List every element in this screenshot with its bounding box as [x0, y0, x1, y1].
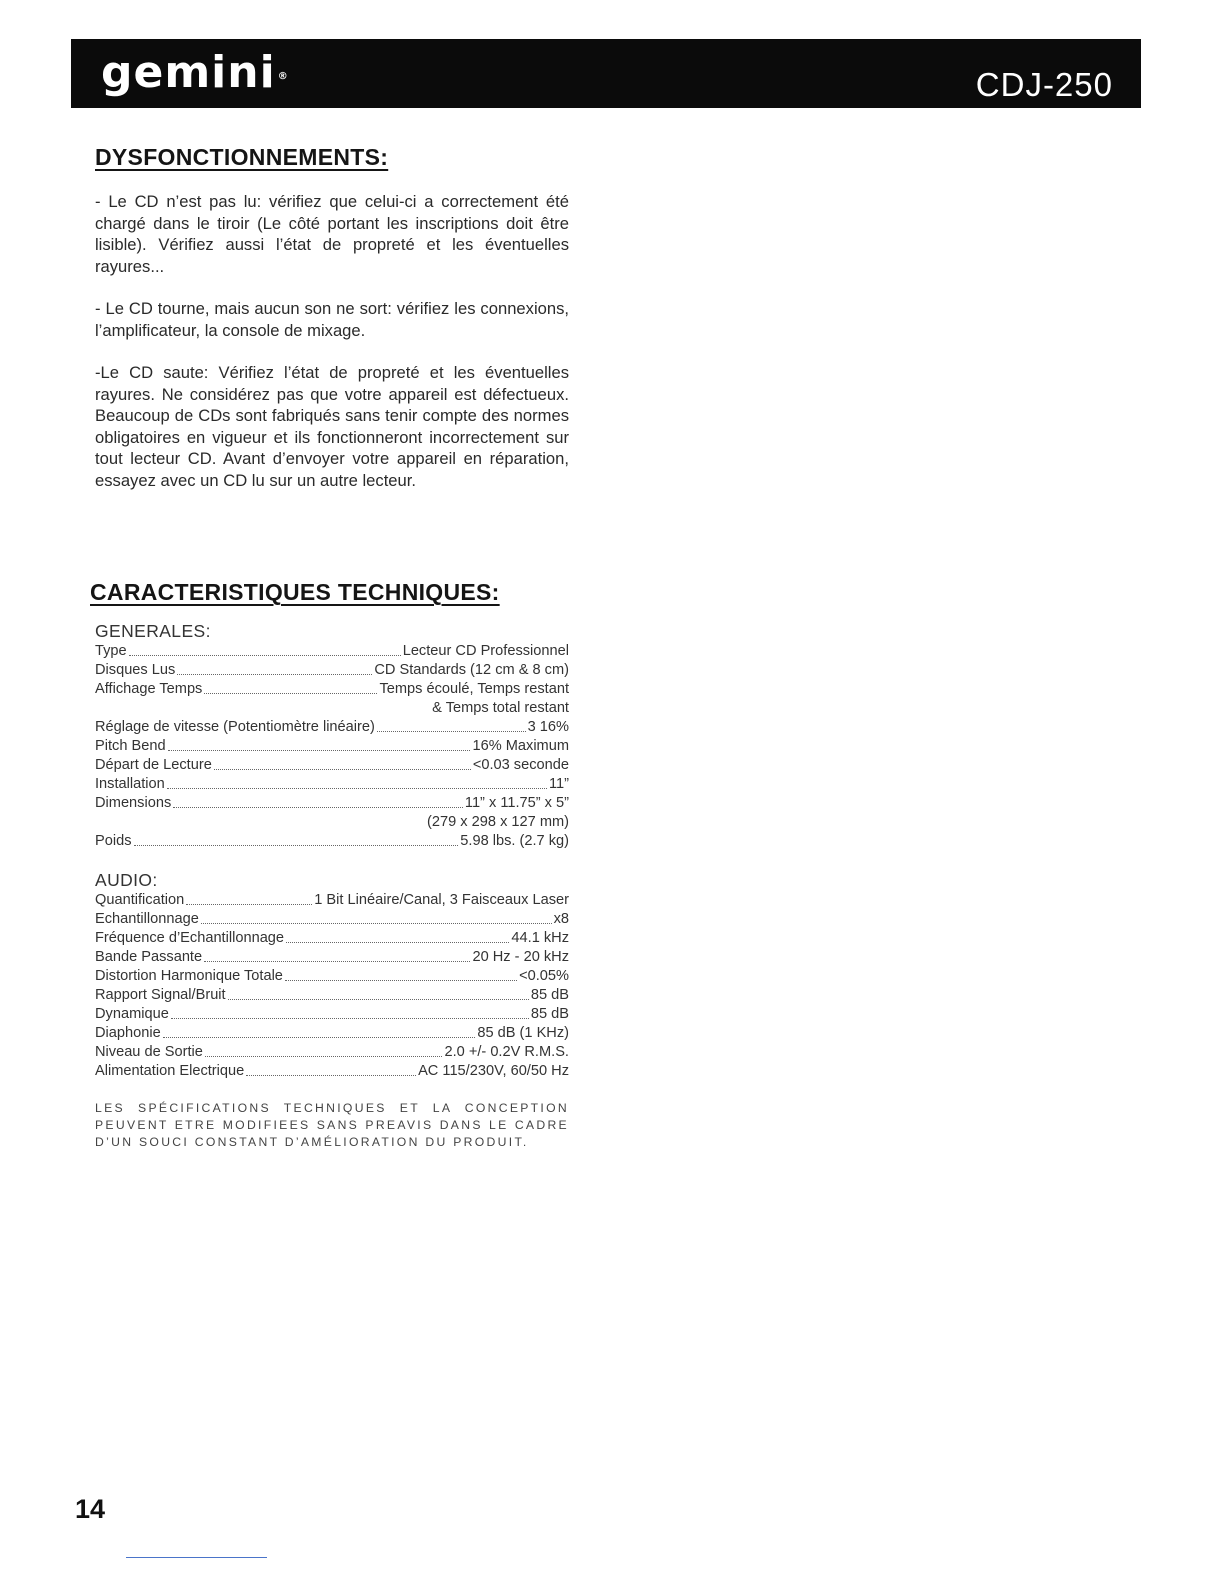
spec-value: 11” x 11.75” x 5”	[464, 795, 569, 811]
spec-label: Quantification	[95, 892, 185, 908]
dot-leader	[204, 961, 470, 962]
spec-label: Départ de Lecture	[95, 757, 212, 773]
spec-label: Disques Lus	[95, 662, 176, 678]
spec-value: CD Standards (12 cm & 8 cm)	[374, 662, 569, 678]
spec-row	[95, 832, 569, 851]
general-spec-list	[95, 642, 569, 851]
general-heading: GENERALES:	[95, 621, 211, 641]
spec-value: x8	[553, 911, 569, 927]
logo-text: gemini	[101, 47, 276, 98]
dot-leader	[201, 923, 552, 924]
dot-leader	[173, 807, 463, 808]
dot-leader	[168, 750, 471, 751]
spec-row	[95, 794, 569, 813]
spec-value: 44.1 kHz	[511, 930, 569, 946]
dot-leader	[134, 845, 459, 846]
footer-rule	[126, 1557, 267, 1558]
dot-leader	[163, 1037, 476, 1038]
spec-row	[95, 910, 569, 929]
spec-label: Dynamique	[95, 1006, 169, 1022]
spec-row	[95, 680, 569, 699]
spec-row	[95, 1005, 569, 1024]
spec-value: 85 dB (1 KHz)	[477, 1025, 569, 1041]
dot-leader	[177, 674, 372, 675]
spec-label: Distortion Harmonique Totale	[95, 968, 283, 984]
spec-value: 11”	[548, 776, 569, 792]
specs-title: CARACTERISTIQUES TECHNIQUES:	[90, 579, 500, 605]
dot-leader	[171, 1018, 529, 1019]
spec-row	[95, 737, 569, 756]
spec-value: 3 16%	[527, 719, 569, 735]
spec-label: Poids	[95, 833, 132, 849]
spec-label: Réglage de vitesse (Potentiomètre linéaire)	[95, 719, 375, 735]
audio-spec-list	[95, 891, 569, 1081]
spec-row	[95, 756, 569, 775]
spec-value: Temps écoulé, Temps restant	[379, 681, 569, 697]
spec-label: Type	[95, 643, 127, 659]
dot-leader	[228, 999, 529, 1000]
dot-leader	[214, 769, 471, 770]
spec-label: Diaphonie	[95, 1025, 161, 1041]
page-header	[71, 39, 1141, 108]
spec-label: Bande Passante	[95, 949, 203, 965]
page-number: 14	[75, 1494, 106, 1524]
dot-leader	[186, 904, 312, 905]
spec-row	[95, 661, 569, 680]
spec-value-continued: & Temps total restant	[432, 700, 569, 716]
spec-label: Pitch Bend	[95, 738, 166, 754]
troubleshooting-paragraph-1: - Le CD n’est pas lu: vérifiez que celui-ci a correctement été chargé dans le tiroir (Le côté portant les inscriptions doit être lisible). Vérifiez aussi l’état de propreté et les éventuelles rayures...	[95, 192, 569, 276]
dot-leader	[129, 655, 401, 656]
spec-value: 2.0 +/- 0.2V R.M.S.	[444, 1044, 569, 1060]
dot-leader	[246, 1075, 416, 1076]
spec-row	[95, 986, 569, 1005]
troubleshooting-paragraph-2: - Le CD tourne, mais aucun son ne sort: vérifiez les connexions, l’amplificateur, la console de mixage.	[95, 299, 569, 340]
spec-row	[95, 967, 569, 986]
spec-label: Dimensions	[95, 795, 172, 811]
spec-value: 85 dB	[530, 987, 569, 1003]
spec-value: AC 115/230V, 60/50 Hz	[418, 1063, 569, 1079]
spec-label: Echantillonnage	[95, 911, 199, 927]
spec-label: Affichage Temps	[95, 681, 203, 697]
spec-row	[95, 929, 569, 948]
spec-label: Rapport Signal/Bruit	[95, 987, 226, 1003]
spec-value: Lecteur CD Professionnel	[402, 643, 569, 659]
spec-row	[95, 891, 569, 910]
spec-value: <0.03 seconde	[472, 757, 569, 773]
spec-label: Installation	[95, 776, 165, 792]
spec-value: <0.05%	[519, 968, 569, 984]
audio-specs	[95, 869, 569, 1081]
dot-leader	[285, 980, 517, 981]
spec-label: Alimentation Electrique	[95, 1063, 245, 1079]
specs-notice: LES SPÉCIFICATIONS TECHNIQUES ET LA CONCEPTION PEUVENT ETRE MODIFIEES SANS PREAVIS DANS LE CADRE D’UN SOUCI CONSTANT D’AMÉLIORATION DU PRODUIT.	[95, 1101, 569, 1149]
spec-label: Fréquence d’Echantillonnage	[95, 930, 285, 946]
spec-row	[95, 775, 569, 794]
spec-value: 1 Bit Linéaire/Canal, 3 Faisceaux Laser	[314, 892, 569, 908]
dot-leader	[205, 1056, 443, 1057]
spec-row	[95, 1043, 569, 1062]
gemini-logo	[101, 45, 289, 101]
dot-leader	[204, 693, 377, 694]
dot-leader	[377, 731, 526, 732]
spec-value: 85 dB	[530, 1006, 569, 1022]
spec-row	[95, 948, 569, 967]
spec-value: 20 Hz - 20 kHz	[472, 949, 569, 965]
registered-mark: ®	[277, 71, 289, 82]
spec-row	[95, 1024, 569, 1043]
dot-leader	[167, 788, 547, 789]
spec-value-continued: (279 x 298 x 127 mm)	[427, 814, 569, 830]
audio-heading: AUDIO:	[95, 870, 158, 890]
spec-row	[95, 718, 569, 737]
troubleshooting-paragraph-3: -Le CD saute: Vérifiez l’état de propreté et les éventuelles rayures. Ne considérez pas que votre appareil est défectueux. Beaucoup de CDs sont fabriqués sans tenir compte des normes obligatoires en vigueur et ils fonctionneront incorrectement sur tout lecteur CD. Avant d’envoyer votre appareil en réparation, essayez avec un CD lu sur un autre lecteur.	[95, 363, 569, 490]
spec-value: 5.98 lbs. (2.7 kg)	[460, 833, 569, 849]
spec-row	[95, 642, 569, 661]
spec-label: Niveau de Sortie	[95, 1044, 203, 1060]
model-name: CDJ-250	[975, 66, 1113, 103]
spec-value: 16% Maximum	[472, 738, 569, 754]
troubleshooting-title: DYSFONCTIONNEMENTS:	[95, 144, 389, 170]
general-specs	[95, 620, 569, 851]
dot-leader	[286, 942, 509, 943]
spec-row	[95, 1062, 569, 1081]
